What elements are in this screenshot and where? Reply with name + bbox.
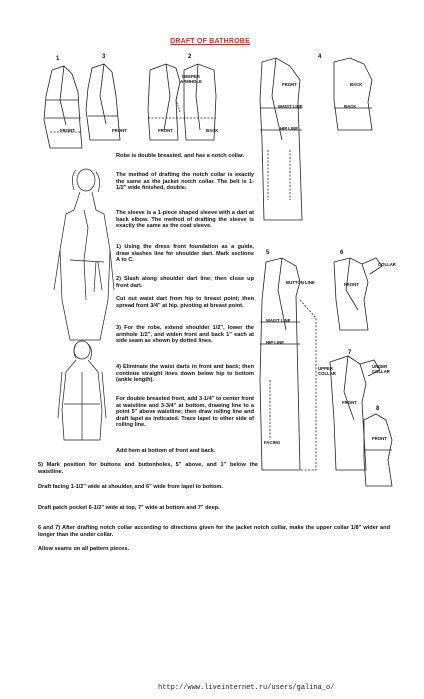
deeper-armhole-label: DEEPER ARMHOLE [180, 74, 202, 84]
paragraph: 3) For the robe, extend shoulder 1/2", lower the armhole 1/2", and widen front and back 1" each at side seam as shown by dotted lines. [116, 325, 254, 345]
front-label: FRONT [372, 436, 387, 441]
upper-collar-label: UPPER COLLAR [318, 366, 336, 376]
figure-number: 1 [56, 56, 60, 62]
figure-number: 4 [318, 54, 322, 60]
paragraph: Allow seams on all pattern pieces. [38, 546, 130, 552]
paragraph: The sleeve is a 1-piece shaped sleeve with a dart at back elbow. The method of drafting the sleeve is exactly the same as the coat sleeve. [116, 210, 254, 230]
paragraph: The method of drafting the notch collar is exactly the same as the jacket notch collar. The belt is 1-1/2" wide finished, double. [116, 172, 254, 192]
facing-label: FACING [264, 440, 281, 445]
woman-front-sketch [54, 169, 114, 340]
paragraph: 2) Slash along shoulder dart line; then close up front dart. [116, 276, 254, 289]
source-url: http://www.liveinternet.ru/users/galina_o/ [158, 684, 335, 692]
front-label: FRONT [282, 82, 297, 87]
paragraph: Robe is double breasted, and has a notch collar. [116, 153, 245, 159]
figure-6-pattern [334, 258, 382, 330]
front-label: FRONT [112, 128, 127, 133]
waist-line-label: WAIST LINE [278, 104, 303, 109]
back-label: BACK [206, 128, 219, 133]
front-label: FRONT [342, 400, 357, 405]
figure-number: 5 [266, 250, 270, 256]
figure-number: 6 [340, 250, 344, 256]
page-title: DRAFT OF BATHROBE [170, 38, 250, 45]
figure-5-pattern [260, 258, 316, 470]
paragraph: Draft facing 1-1/2" wide at shoulder, and 6" wide from lapel to bottom. [38, 484, 223, 490]
waist-line-label: WAIST LINE [266, 318, 291, 323]
figure-number: 2 [188, 54, 192, 60]
figure-number: 8 [376, 406, 380, 412]
button-line-label: BUTTON LINE [286, 280, 315, 285]
figure-8-pattern [364, 414, 392, 486]
collar-label: COLLAR [378, 262, 396, 267]
hip-line-label: HIP LINE [266, 340, 285, 345]
figure-number: 7 [348, 350, 352, 356]
figure-number: 3 [102, 54, 106, 60]
front-label: FRONT [60, 128, 75, 133]
paragraph: Draft patch pocket 6-1/2" wide at top, 7" wide at bottom and 7" deep. [38, 505, 220, 511]
paragraph: Cut out waist dart from hip to breast point; then spread front 3/4" at hip, pivoting at breast point. [116, 296, 254, 309]
paragraph: For double breasted front, add 3-1/4" to center front at waistline and 3-3/4" at bottom, drawing line to a point 5" above waistline; then draw rolling line and draft lapel as indicated. Trace lapel to other side of rolling line. [116, 396, 254, 429]
figure-1-pattern [44, 66, 82, 148]
under-collar-label: UNDER COLLAR [372, 364, 390, 374]
paragraph: 4) Eliminate the waist darts in front and back; then continue straight lines down below hip to bottom (ankle length). [116, 364, 254, 384]
hip-line-label: HIP LINE [280, 126, 299, 131]
front-label: FRONT [158, 128, 173, 133]
paragraph: 5) Mark position for buttons and buttonholes, 5" above, and 1" below the waistline. [38, 462, 258, 475]
paragraph: 1) Using the dress front foundation as a guide, draw slashes line for shoulder dart. Mark sections A to C. [116, 244, 254, 264]
back-label: BACK [350, 82, 363, 87]
front-label: FRONT [344, 282, 359, 287]
paragraph: Add hem at bottom of front and back. [116, 448, 216, 454]
back-label: BACK [344, 104, 357, 109]
paragraph: 6 and 7) After drafting notch collar according to directions given for the jacket notch collar, make the upper collar 1/8" wider and longer than the under collar. [38, 525, 390, 538]
woman-back-sketch [58, 341, 106, 440]
